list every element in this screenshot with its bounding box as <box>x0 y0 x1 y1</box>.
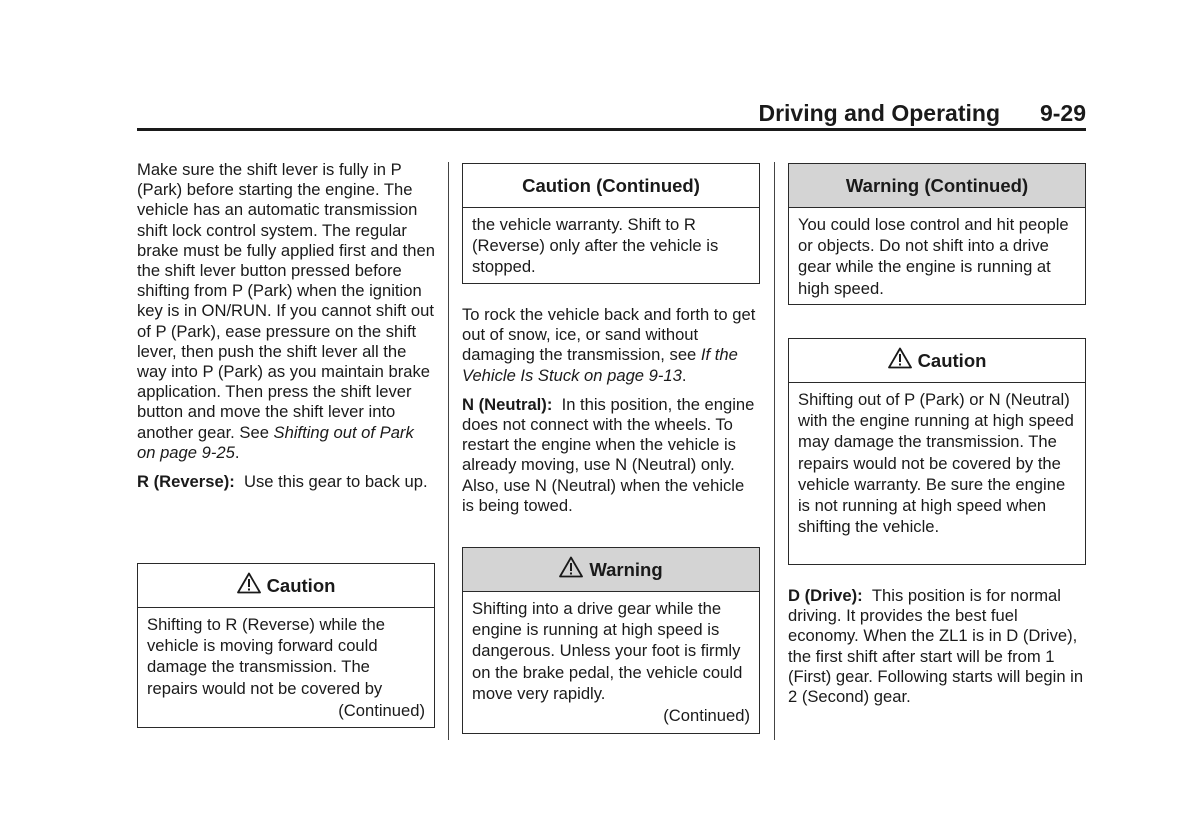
paragraph-text: Make sure the shift lever is fully in P (Park) before starting the engine. The vehicle has an automatic transmission shift lock control system. The regular brake must be fully applied first and then the shift lever button pressed before shifting from P (Park) when the ignition key is in ON/RUN. If you cannot shift out of P (Park), ease pressure on the shift lever, then push the shift lever all the way into P (Park) as you maintain brake application. Then press the shift lever button and move the shift lever into another gear. See <box>137 160 435 442</box>
warning-continued-box <box>788 163 1086 305</box>
header-rule <box>137 128 1086 131</box>
paragraph-end: . <box>234 442 240 462</box>
page-header <box>137 100 1086 128</box>
gear-label-neutral: N (Neutral): <box>462 394 553 414</box>
cross-reference-shifting-out-of-park[interactable]: Shifting out of Park on page 9-25 <box>137 422 414 462</box>
warning-body: Shifting into a drive gear while the engine is running at high speed is dangerous. Unless your foot is firmly on the brake pedal, the vehicle could move very rapidly. <box>472 599 743 703</box>
warning-continued-title: Warning (Continued) <box>789 164 1085 208</box>
caution-body: Shifting to R (Reverse) while the vehicle is moving forward could damage the transmission. The repairs would not be covered by <box>147 615 385 698</box>
caution-body: Shifting out of P (Park) or N (Neutral) with the engine running at high speed may damage the transmission. The repairs would not be covered by the vehicle warranty. Be sure the engine is not running at high speed when shifting the vehicle. <box>798 390 1074 537</box>
warning-title-text: Warning <box>589 559 663 580</box>
column-2 <box>462 305 760 525</box>
page-number: 9-29 <box>1039 100 1086 126</box>
paragraph-neutral <box>462 395 760 516</box>
column-divider-2 <box>774 162 775 740</box>
caution-title-text: Caution <box>917 350 987 371</box>
section-title: Driving and Operating <box>758 100 1000 126</box>
column-3 <box>788 586 1086 716</box>
paragraph-rocking <box>462 305 760 386</box>
column-divider-1 <box>448 162 449 740</box>
paragraph-end: . <box>681 365 687 385</box>
caution-box-title <box>138 564 434 608</box>
paragraph-reverse <box>137 472 435 492</box>
cross-reference-vehicle-stuck[interactable]: If the Vehicle Is Stuck on page 9-13 <box>462 345 738 385</box>
continued-label: (Continued) <box>338 700 425 720</box>
paragraph-shift-lock <box>137 160 435 463</box>
reverse-description: Use this gear to back up. <box>244 472 428 492</box>
caution-box-title <box>789 339 1085 383</box>
column-1 <box>137 160 435 501</box>
warning-continued-body: You could lose control and hit people or objects. Do not shift into a drive gear while the engine is running at high speed. <box>798 215 1069 298</box>
warning-box-title <box>463 548 759 592</box>
continued-label: (Continued) <box>663 706 750 726</box>
neutral-description: In this position, the engine does not connect with the wheels. To restart the engine when the vehicle is already moving, use N (Neutral) only. Also, use N (Neutral) when the vehicle is being towed. <box>462 394 755 515</box>
caution-box-park-neutral <box>788 338 1086 565</box>
paragraph-text: To rock the vehicle back and forth to get out of snow, ice, or sand without damaging the transmission, see <box>462 305 756 365</box>
warning-triangle-icon <box>888 347 912 369</box>
caution-box-reverse <box>137 563 435 728</box>
caution-continued-box <box>462 163 760 284</box>
gear-label-drive: D (Drive): <box>788 586 863 605</box>
caution-continued-body: the vehicle warranty. Shift to R (Reverse) only after the vehicle is stopped. <box>472 215 719 277</box>
caution-continued-title: Caution (Continued) <box>463 164 759 208</box>
warning-triangle-icon <box>559 556 583 578</box>
paragraph-drive <box>788 586 1086 707</box>
caution-title-text: Caution <box>266 575 336 596</box>
gear-label-reverse: R (Reverse): <box>137 472 235 492</box>
warning-box-drive-gear <box>462 547 760 734</box>
drive-description: This position is for normal driving. It provides the best fuel economy. When the ZL1 is in D (Drive), the first shift after start will be from 1 (First) gear. Following starts will begin in 2 (Second) gear. <box>788 586 1084 707</box>
warning-triangle-icon <box>237 572 261 594</box>
